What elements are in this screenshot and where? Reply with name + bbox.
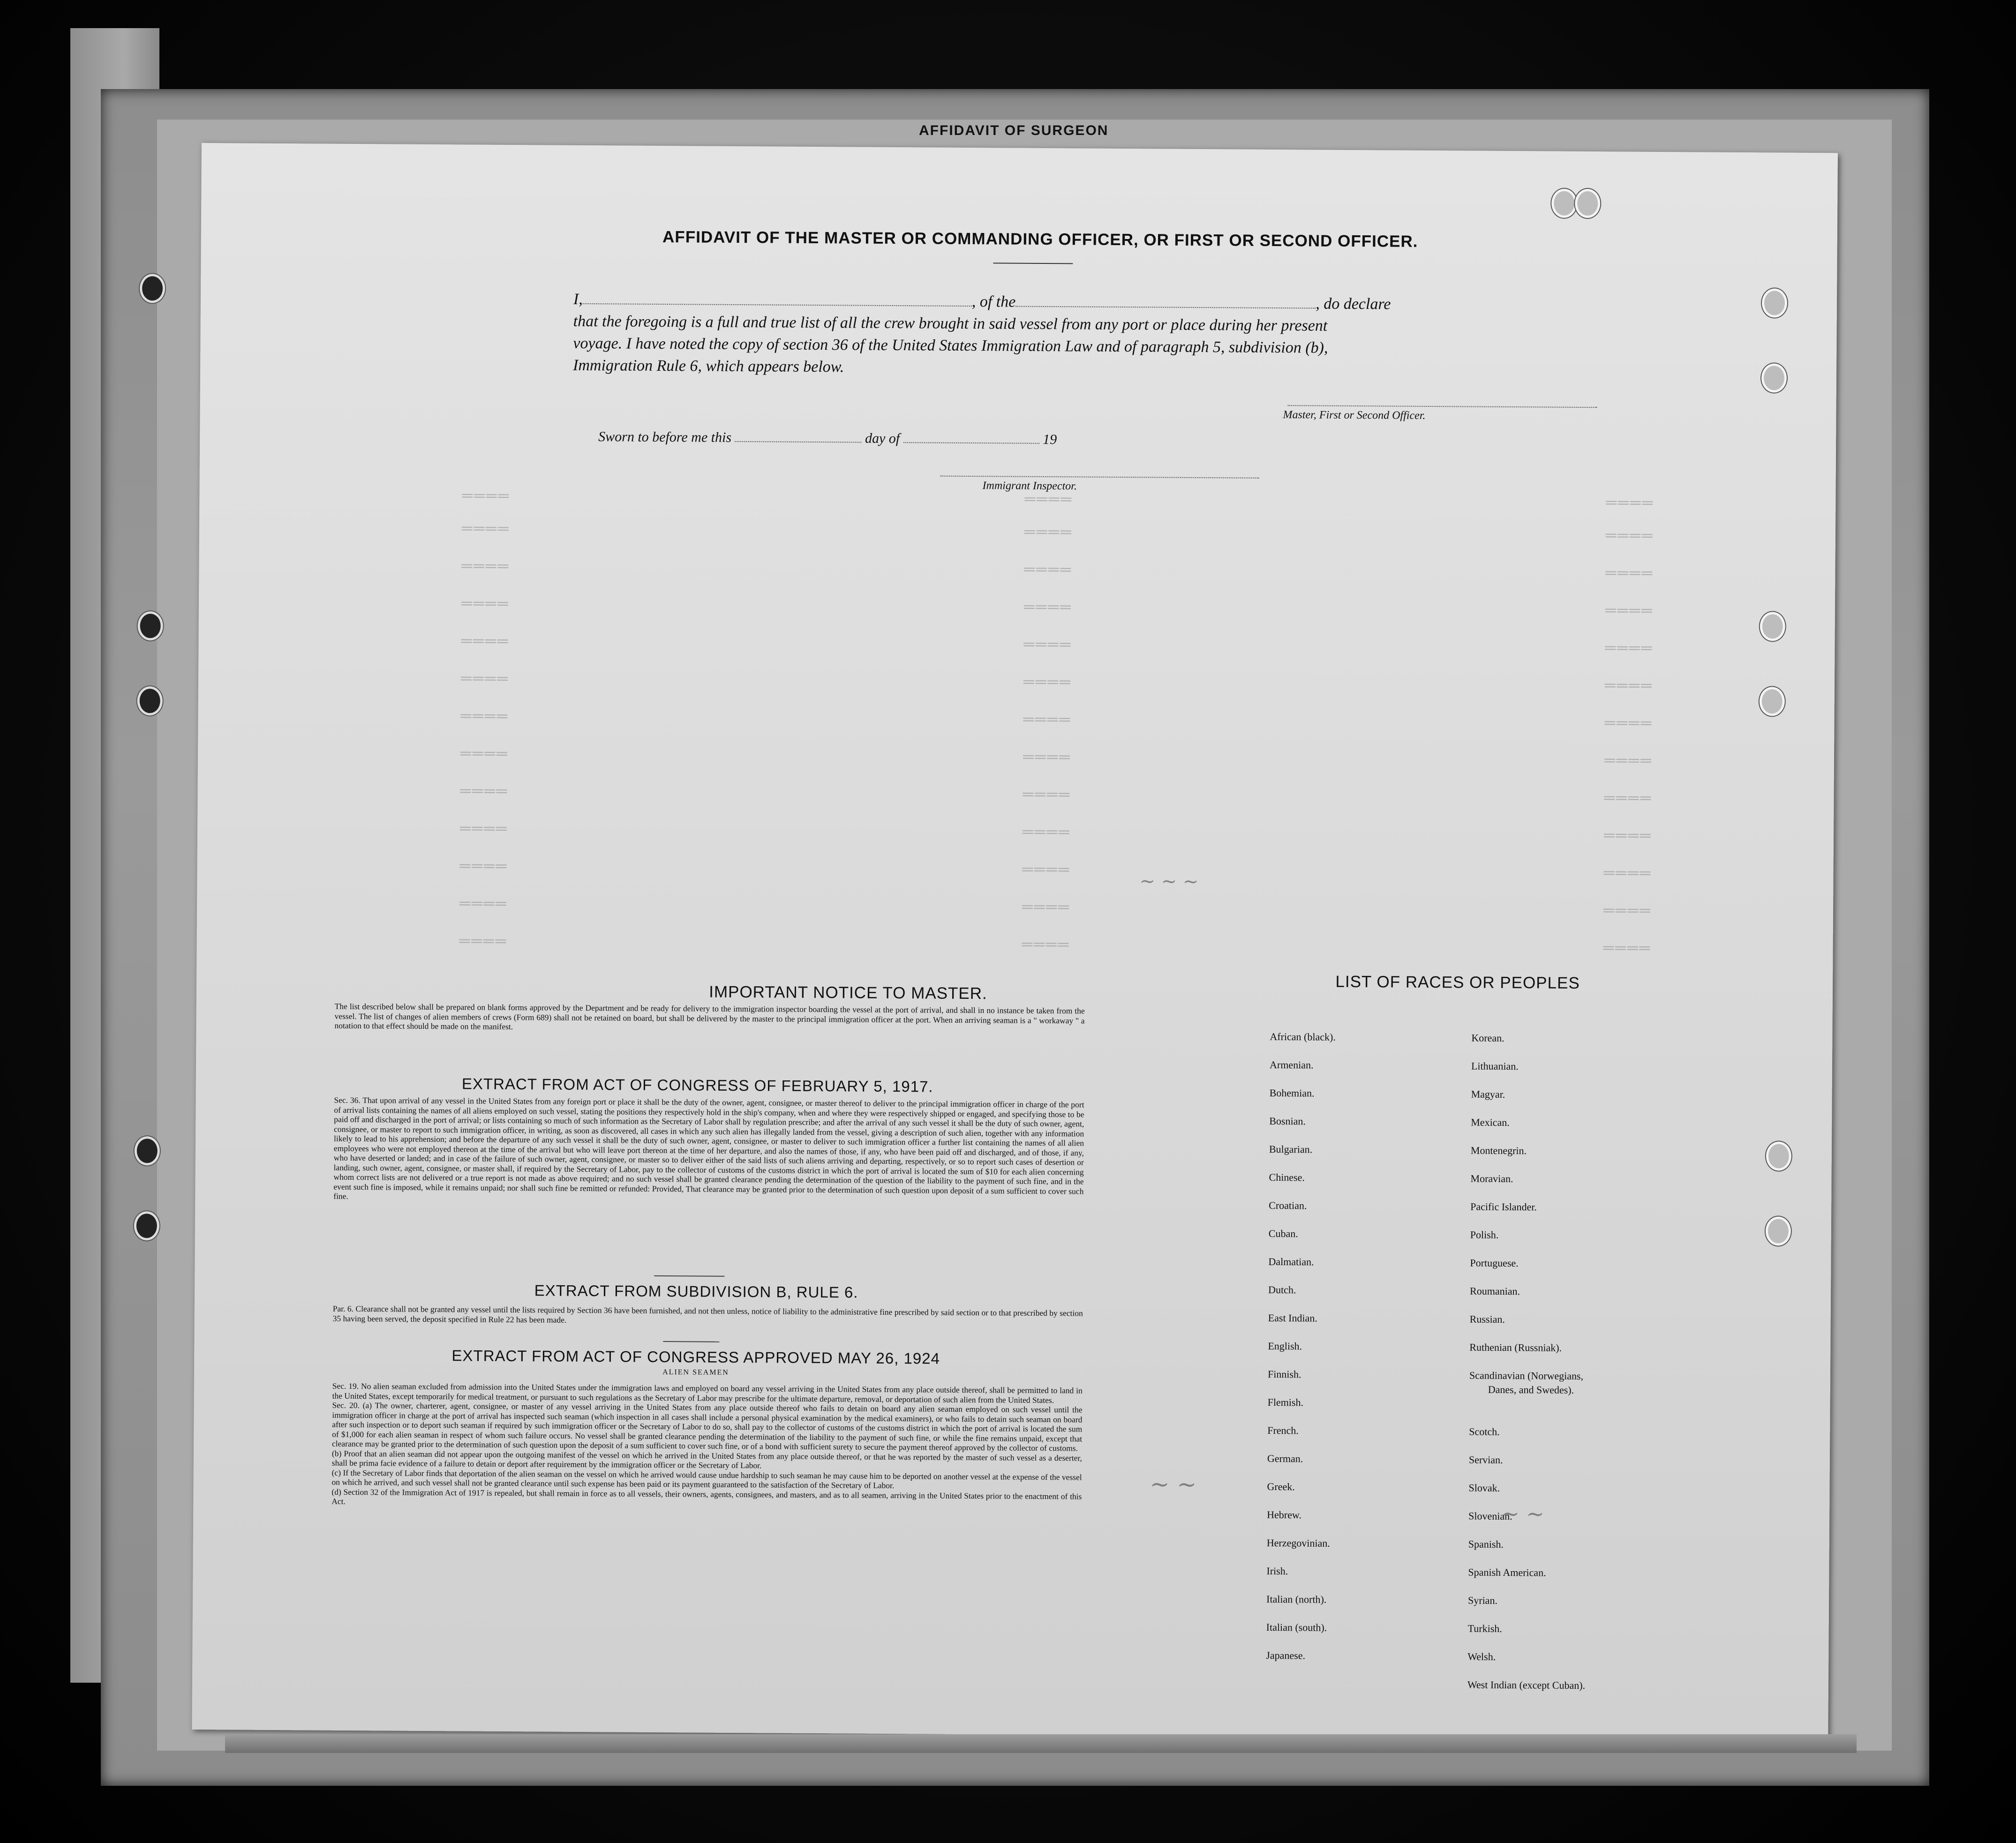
race-item: Scandinavian (Norwegians, (1469, 1369, 1584, 1382)
punch-hole (140, 274, 165, 303)
handwritten-marks: ~ ~ ~ (1139, 870, 1199, 893)
underlying-page-header: AFFIDAVIT OF SURGEON (919, 123, 1109, 138)
day-blank[interactable] (735, 441, 861, 443)
race-item: Finnish. (1267, 1368, 1301, 1380)
race-item: Chinese. (1269, 1171, 1305, 1184)
race-item: Croatian. (1269, 1199, 1307, 1212)
race-item: Montenegrin. (1470, 1144, 1527, 1157)
race-item: English. (1268, 1340, 1302, 1352)
race-item: Greek. (1267, 1480, 1295, 1493)
race-item: Spanish American. (1468, 1566, 1546, 1579)
declaration-of-the: , of the (971, 293, 1016, 311)
extract-rule6-body: Par. 6. Clearance shall not be granted any vessel until the lists required by Section 36 have been furnished, and not then unless, notice of liability to the administrative fine prescribed by said section or to that prescribed by section 35 having been served, the deposit specified in Rule 22 has been made. (332, 1304, 1083, 1325)
race-item: Scotch. (1469, 1425, 1500, 1438)
day-of-label: day of (865, 430, 900, 447)
race-item: Portuguese. (1470, 1257, 1519, 1269)
page-bottom-edge (225, 1734, 1857, 1753)
master-signature-label: Master, First or Second Officer. (1283, 409, 1426, 422)
punch-hole (134, 1211, 159, 1240)
notice-title: IMPORTANT NOTICE TO MASTER. (709, 982, 987, 1003)
race-item: French. (1267, 1424, 1299, 1437)
inspector-signature-blank[interactable] (940, 476, 1259, 479)
punch-hole (1575, 189, 1600, 218)
race-item: Syrian. (1467, 1594, 1498, 1606)
race-item: Cuban. (1268, 1227, 1298, 1240)
extract-1917-body: Sec. 36. That upon arrival of any vessel in the United States from any foreign port or place it shall be the duty of the owner, agent, consignee, or master thereof to deliver to the principal immigration officer in charge of the port of arrival lists containing the names of all aliens employed on such vessel, stating the positions they respectively hold in the ship's company, when and where they were respectively shipped or engaged, and specifying those to be paid off and discharged in the port of arrival; or lists containing so much of such information as the Secretary of Labor shall by regulation prescribe; and after the arrival of any such vessel it shall be the duty of such owner, agent, consignee, or master to report to such immigration officer, in writing, as soon as discovered, all cases in which any such alien has illegally landed from the vessel, giving a description of such alien, together with any information likely to lead to his apprehension; and before the departure of any such vessel it shall be the duty of such owner, agent, consignee, or master to deliver to such immigration officer a further list containing the names of all alien employees who were not employed thereon at the time of the arrival but who will leave port thereon at the time of her departure, and also the names of those, if any, who have been paid off and discharged, and of those, if any, who have deserted or landed; and in case of the failure of such owner, agent, consignee, or master so to deliver either of the said lists of such aliens arriving and departing, respectively, or so to report such cases of desertion or landing, such owner, agent, consignee, or master shall, if required by the Secretary of Labor, pay to the collector of customs of the customs district in which the port of arrival is located the sum of $10 for each alien concerning whom correct lists are not delivered or a true report is not made as above required; and no such vessel shall be granted clearance pending the determination of the question of the liability to the payment of such fine, and in the event such fine is imposed, while it remains unpaid; nor shall such fine be remitted or refunded: Provided, That clearance may be granted prior to the determination of such question upon deposit of a sum sufficient to cover such fine. (333, 1095, 1084, 1201)
race-item: Mexican. (1471, 1116, 1510, 1129)
race-item: Lithuanian. (1471, 1060, 1519, 1072)
race-item: Herzegovinian. (1266, 1536, 1330, 1549)
declaration-line-4: Immigration Rule 6, which appears below. (573, 356, 844, 376)
month-blank[interactable] (903, 442, 1039, 444)
race-item: German. (1267, 1452, 1303, 1465)
affidavit-title: AFFIDAVIT OF THE MASTER OR COMMANDING OFFICER, OR FIRST OR SECOND OFFICER. (662, 228, 1418, 251)
notice-body: The list described below shall be prepared on blank forms approved by the Department and be ready for delivery to the immigration inspector boarding the vessel at the port of arrival, and shall in no instance be taken from the vessel. The list of changes of alien members of crews (Form 689) shall not be retained on board, but shall be delivered by the master to the principal immigration officer at the port. When an arriving seaman is a " workaway " a notation to that effect should be made on the manifest. (334, 1001, 1085, 1032)
race-item: Moravian. (1470, 1172, 1513, 1185)
race-item: Bulgarian. (1269, 1143, 1313, 1155)
race-item: Spanish. (1468, 1538, 1504, 1551)
race-item: Flemish. (1267, 1396, 1304, 1408)
race-item: Pacific Islander. (1470, 1200, 1537, 1213)
declaration-do-declare: , do declare (1316, 295, 1391, 313)
race-item: Slovenian. (1468, 1510, 1512, 1522)
declaration-line-2: that the foregoing is a full and true list of all the crew brought in said vessel from any port or place during her present (573, 312, 1328, 335)
race-item: Italian (south). (1266, 1621, 1327, 1633)
race-item: Polish. (1470, 1229, 1499, 1241)
punch-hole (137, 686, 163, 715)
race-item: Bosnian. (1269, 1115, 1306, 1127)
race-item: Armenian. (1269, 1058, 1314, 1071)
race-item: Russian. (1469, 1313, 1505, 1326)
race-item: East Indian. (1268, 1311, 1317, 1324)
declaration-i: I, (573, 290, 583, 308)
race-item: Turkish. (1467, 1622, 1502, 1635)
punch-hole (138, 611, 163, 640)
handwritten-marks: ~ ~ (1150, 1470, 1197, 1498)
race-item: Welsh. (1467, 1650, 1496, 1663)
race-item: Korean. (1471, 1032, 1504, 1044)
race-item: Japanese. (1266, 1649, 1306, 1662)
race-item: Italian (north). (1266, 1593, 1327, 1605)
punch-hole (1766, 1216, 1791, 1245)
inspector-signature-label: Immigrant Inspector. (982, 479, 1077, 493)
title-divider (993, 262, 1073, 264)
race-item: Roumanian. (1470, 1285, 1520, 1297)
race-item: Hebrew. (1267, 1508, 1301, 1521)
section-divider (663, 1341, 719, 1342)
race-item: Dalmatian. (1268, 1255, 1314, 1268)
vessel-blank[interactable] (1016, 306, 1316, 309)
year-label: 19 (1043, 431, 1057, 448)
extract-1924-body: Sec. 19. No alien seaman excluded from admission into the United States under the immigration laws and employed on board any vessel arriving in the United States from any place outside thereof, shall be permitted to land in the United States, except temporarily for medical treatment, or pursuant to such regulations as the Secretary of Labor may prescribe for the ultimate departure, removal, or deportation of such alien from the United States. Sec. 20. (a) The owner, charterer, agent, consignee, or master of any vessel arriving in the United States from any place outside thereof who fails to detain on board any alien seaman employed on such vessel until the immigration officer in charge at the port of arrival has inspected such seaman (which inspection in all cases shall include a personal physical examination by the medical examiners), or who fails to detain such seaman on board after such inspection or to deport such seaman if required by such immigration officer or the Secretary of Labor to do so, shall pay to the collector of customs of the customs district in which the port of arrival is located the sum of $1,000 for each alien seaman in respect of whom such failure occurs. No vessel shall be granted clearance pending the determination of the liability to the payment of such fine, or while the fine remains unpaid, except that clearance may be granted prior to the determination of such question upon the deposit of a sum sufficient to cover such fine, or of a bond with sufficient surety to secure the payment thereof approved by the collector of customs. (b) Proof that an alien seaman did not appear upon the outgoing manifest of the vessel on which he arrived in the United States from any place outside thereof, or that he was reported by the master of such vessel as a deserter, shall be prima facie evidence of a failure to detain or deport after requirement by the immigration officer or the Secretary of Labor. (c) If the Secretary of Labor finds that deportation of the alien seaman on the vessel on which he arrived would cause undue hardship to such seaman he may cause him to be deported on another vessel at the expense of the vessel on which he arrived, and such vessel shall not be granted clearance until such expense has been paid or its payment guaranteed to the satisfaction of the Secretary of Labor. (d) Section 32 of the Immigration Act of 1917 is repealed, but shall remain in force as to all vessels, their owners, agents, consignees, and masters, and as to all seamen, arriving in the United States prior to the enactment of this Act. (331, 1381, 1083, 1506)
affidavit-page (192, 143, 1838, 1739)
race-item: Dutch. (1268, 1283, 1296, 1296)
punch-hole (1551, 189, 1577, 218)
race-item: Danes, and Swedes). (1488, 1383, 1574, 1396)
sworn-line (598, 429, 1057, 448)
races-title: LIST OF RACES OR PEOPLES (1335, 972, 1580, 992)
punch-hole (135, 1136, 160, 1165)
declaration-line-3: voyage. I have noted the copy of section 36 of the United States Immigration Law and of paragraph 5, subdivision (b), (573, 334, 1328, 357)
section-divider (654, 1275, 724, 1277)
handwritten-marks: ~ ~ (1501, 1500, 1545, 1527)
master-signature-blank[interactable] (1288, 405, 1597, 408)
bleed-through-area: ════ ════ ════ ════ ════ ════ ════ ════ ════ ════ ════ ════ ════ ════ ════ ════ ════ ════ ════ ════ ════ ════ ════ ════ ════ ════ ════ ════ ════ ════ ════ ════ ════ ════ ════ ════ ════ ════ ════ (459, 487, 1655, 956)
race-item: Bohemian. (1269, 1086, 1315, 1099)
extract-rule6-title: EXTRACT FROM SUBDIVISION B, RULE 6. (534, 1281, 858, 1301)
punch-hole (1761, 363, 1787, 392)
extract-1924-title: EXTRACT FROM ACT OF CONGRESS APPROVED MAY 26, 1924 (451, 1347, 940, 1367)
name-blank[interactable] (583, 303, 972, 307)
race-item: Magyar. (1471, 1088, 1505, 1101)
race-item: Servian. (1468, 1453, 1503, 1466)
declaration-line-1 (573, 291, 1391, 314)
race-item: Irish. (1266, 1565, 1288, 1577)
extract-1917-title: EXTRACT FROM ACT OF CONGRESS OF FEBRUARY 5, 1917. (461, 1075, 933, 1095)
sworn-label: Sworn to before me this (598, 429, 732, 445)
race-item: Ruthenian (Russniak). (1469, 1341, 1562, 1354)
punch-hole (1766, 1141, 1791, 1170)
extract-1924-subtitle: ALIEN SEAMEN (662, 1368, 729, 1377)
race-item: Slovak. (1468, 1482, 1500, 1494)
punch-hole (1762, 288, 1787, 317)
race-item: West Indian (except Cuban). (1467, 1678, 1586, 1692)
race-item: African (black). (1270, 1030, 1336, 1043)
